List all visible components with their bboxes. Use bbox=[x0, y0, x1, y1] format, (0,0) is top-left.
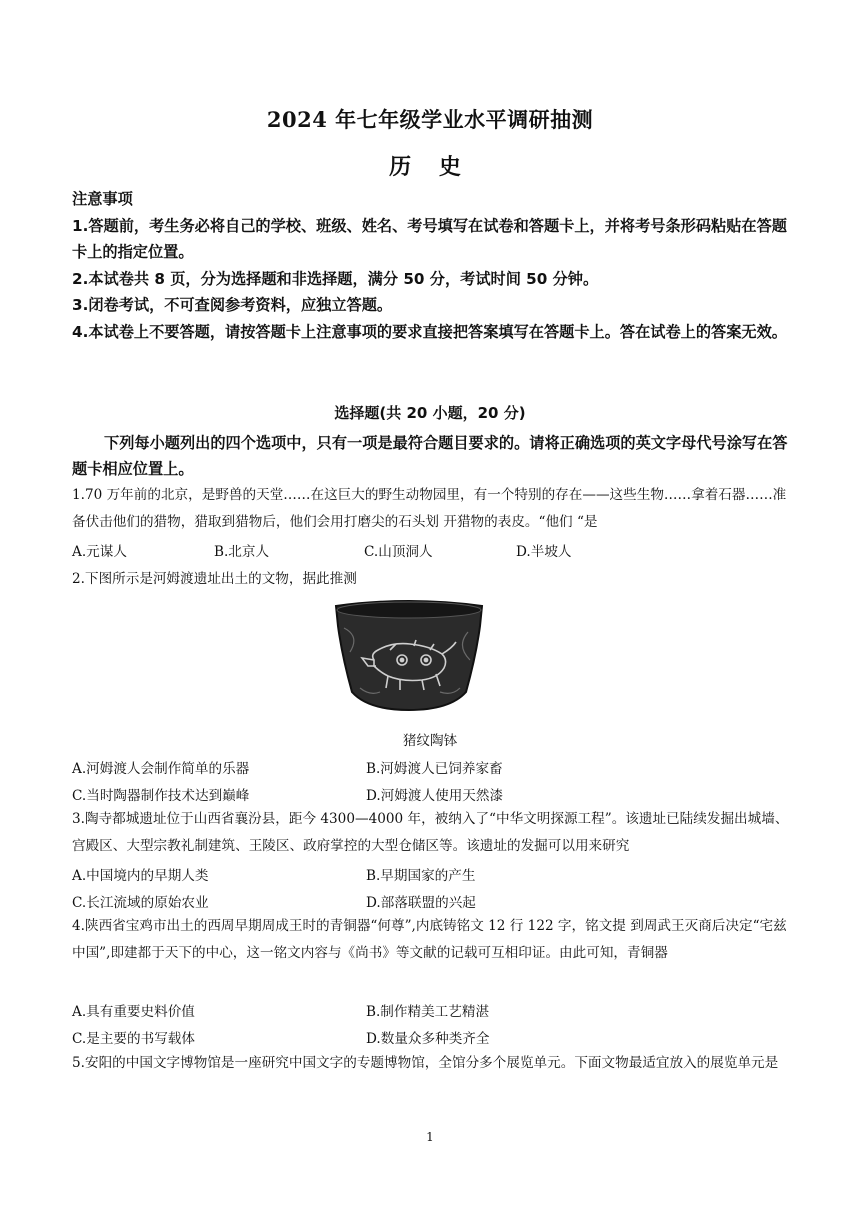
exam-subject: 历 史 bbox=[389, 154, 471, 180]
option-c: C.长江流域的原始农业 bbox=[72, 895, 209, 911]
section-heading: 选择题(共 20 小题，20 分) bbox=[334, 404, 526, 422]
notice-block bbox=[72, 186, 796, 345]
option-a: A.中国境内的早期人类 bbox=[72, 868, 209, 884]
option-d: D.数量众多种类齐全 bbox=[366, 1031, 490, 1047]
option-a: A.元谋人 bbox=[72, 544, 127, 560]
option-a: A.河姆渡人会制作简单的乐器 bbox=[72, 761, 250, 777]
question-2-stem: 2.下图所示是河姆渡遗址出土的文物，据此推测 bbox=[72, 571, 357, 587]
option-b: B.北京人 bbox=[214, 544, 270, 560]
exam-title: 2024 年七年级学业水平调研抽测 bbox=[266, 107, 594, 132]
option-c: C.当时陶器制作技术达到巅峰 bbox=[72, 788, 250, 804]
option-a: A.具有重要史料价值 bbox=[72, 1004, 195, 1020]
section-intro: 下列每小题列出的四个选项中，只有一项是最符合题目要求的。请将正确选项的英文字母代号涂写在答题卡相应位置上。 bbox=[72, 434, 788, 478]
option-d: D.半坡人 bbox=[516, 544, 572, 560]
option-d: D.部落联盟的兴起 bbox=[366, 895, 476, 911]
notice-item: 4.本试卷上不要答题，请按答题卡上注意事项的要求直接把答案填写在答题卡上。答在试卷上的答案无效。 bbox=[72, 322, 787, 341]
option-b: B.河姆渡人已饲养家畜 bbox=[366, 761, 503, 777]
notice-item: 2.本试卷共 8 页，分为选择题和非选择题，满分 50 分，考试时间 50 分钟。 bbox=[72, 269, 599, 288]
question-4-stem: 4.陕西省宝鸡市出土的西周早期周成王时的青铜器“何尊”,内底铸铭文 12 行 122 字，铭文提 到周武王灭商后决定“宅兹中国”,即建都于天下的中心，这一铭文内容与《尚书》等文献的记载可互相印证。由此可知，青铜器 bbox=[72, 918, 787, 961]
option-b: B.制作精美工艺精湛 bbox=[366, 1004, 490, 1020]
option-b: B.早期国家的产生 bbox=[366, 868, 476, 884]
question-5-stem: 5.安阳的中国文字博物馆是一座研究中国文字的专题博物馆，全馆分多个展览单元。下面文物最适宜放入的展览单元是 bbox=[72, 1055, 779, 1071]
question-3-stem: 3.陶寺都城遗址位于山西省襄汾县，距今 4300—4000 年，被纳入了“中华文明探源工程”。该遗址已陆续发掘出城墙、宫殿区、大型宗教礼制建筑、王陵区、政府掌控的大型仓储区等。该遗址的发掘可以用来研究 bbox=[72, 811, 789, 854]
option-c: C.山顶洞人 bbox=[364, 544, 433, 560]
notice-heading: 注意事项 bbox=[72, 190, 133, 208]
option-d: D.河姆渡人使用天然漆 bbox=[366, 788, 504, 804]
notice-item: 1.答题前，考生务必将自己的学校、班级、姓名、考号填写在试卷和答题卡上，并将考号条形码粘贴在答题卡上的指定位置。 bbox=[72, 216, 787, 261]
figure-caption: 猪纹陶钵 bbox=[402, 733, 458, 749]
page-number: 1 bbox=[426, 1130, 434, 1144]
notice-item: 3.闭卷考试，不可查阅参考资料，应独立答题。 bbox=[72, 296, 393, 314]
pig-pattern-pottery-bowl-image bbox=[330, 596, 488, 716]
question-1-stem: 1.70 万年前的北京，是野兽的天堂……在这巨大的野生动物园里，有一个特别的存在——这些生物……拿着石器……准备伏击他们的猎物，猎取到猎物后，他们会用打磨尖的石头划 开猎物的表皮。“他们 “是 bbox=[72, 487, 787, 530]
option-c: C.是主要的书写载体 bbox=[72, 1031, 195, 1047]
